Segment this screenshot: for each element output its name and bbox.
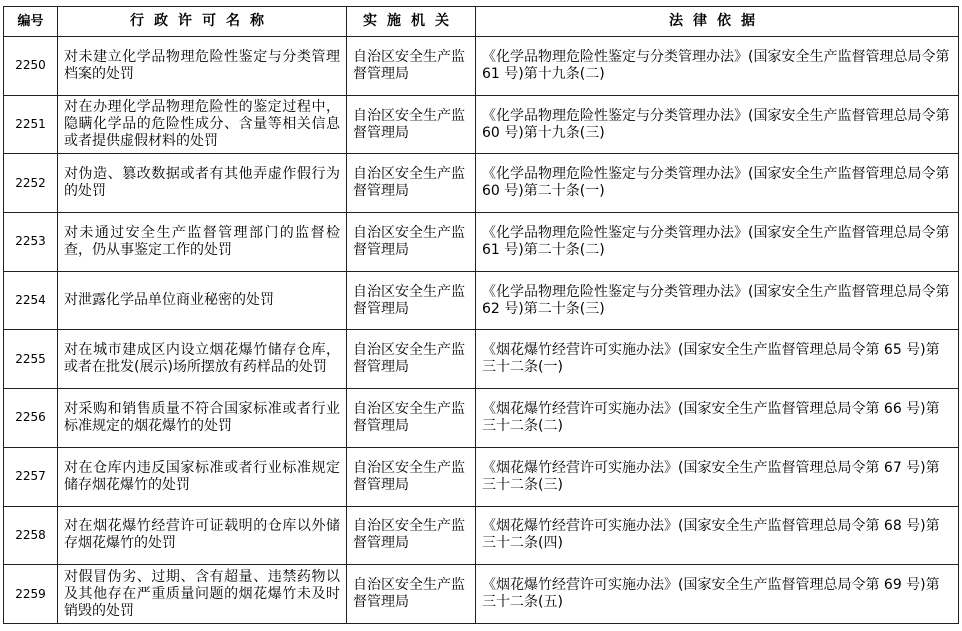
row-permit-name: 对在仓库内违反国家标准或者行业标准规定储存烟花爆竹的处罚 [58, 447, 347, 506]
row-agency: 自治区安全生产监督管理局 [347, 37, 476, 96]
row-permit-name: 对采购和销售质量不符合国家标准或者行业标准规定的烟花爆竹的处罚 [58, 389, 347, 448]
row-agency: 自治区安全生产监督管理局 [347, 506, 476, 565]
header-agency: 实施机关 [347, 7, 476, 37]
table-row [4, 447, 959, 506]
table-header [4, 7, 959, 37]
row-number: 2257 [4, 447, 58, 506]
header-number: 编号 [4, 7, 58, 37]
row-permit-name: 对在办理化学品物理危险性的鉴定过程中，隐瞒化学品的危险性成分、含量等相关信息或者提供虚假材料的处罚 [58, 95, 347, 154]
row-legal-basis: 《化学品物理危险性鉴定与分类管理办法》(国家安全生产监督管理总局令第 61 号)第二十条(二) [476, 213, 959, 272]
header-permit-name: 行政许可名称 [58, 7, 347, 37]
row-permit-name: 对伪造、篡改数据或者有其他弄虚作假行为的处罚 [58, 154, 347, 213]
table-row [4, 389, 959, 448]
row-permit-name: 对未通过安全生产监督管理部门的监督检查，仍从事鉴定工作的处罚 [58, 213, 347, 272]
row-number: 2258 [4, 506, 58, 565]
row-legal-basis: 《烟花爆竹经营许可实施办法》(国家安全生产监督管理总局令第 66 号)第三十二条(二) [476, 389, 959, 448]
table-row [4, 37, 959, 96]
row-number: 2251 [4, 95, 58, 154]
row-legal-basis: 《化学品物理危险性鉴定与分类管理办法》(国家安全生产监督管理总局令第 60 号)第二十条(一) [476, 154, 959, 213]
row-number: 2256 [4, 389, 58, 448]
row-agency: 自治区安全生产监督管理局 [347, 330, 476, 389]
row-legal-basis: 《化学品物理危险性鉴定与分类管理办法》(国家安全生产监督管理总局令第 62 号)第二十条(三) [476, 271, 959, 330]
row-legal-basis: 《烟花爆竹经营许可实施办法》(国家安全生产监督管理总局令第 69 号)第三十二条(五) [476, 565, 959, 624]
row-agency: 自治区安全生产监督管理局 [347, 565, 476, 624]
row-permit-name: 对泄露化学品单位商业秘密的处罚 [58, 271, 347, 330]
row-number: 2255 [4, 330, 58, 389]
document-page [3, 6, 959, 624]
table-row [4, 154, 959, 213]
row-agency: 自治区安全生产监督管理局 [347, 154, 476, 213]
table-row [4, 213, 959, 272]
row-agency: 自治区安全生产监督管理局 [347, 95, 476, 154]
row-legal-basis: 《烟花爆竹经营许可实施办法》(国家安全生产监督管理总局令第 65 号)第三十二条(一) [476, 330, 959, 389]
table-row [4, 330, 959, 389]
row-number: 2254 [4, 271, 58, 330]
row-legal-basis: 《化学品物理危险性鉴定与分类管理办法》(国家安全生产监督管理总局令第 60 号)第十九条(三) [476, 95, 959, 154]
row-legal-basis: 《烟花爆竹经营许可实施办法》(国家安全生产监督管理总局令第 67 号)第三十二条(三) [476, 447, 959, 506]
row-legal-basis: 《化学品物理危险性鉴定与分类管理办法》(国家安全生产监督管理总局令第 61 号)第十九条(二) [476, 37, 959, 96]
row-permit-name: 对在城市建成区内设立烟花爆竹储存仓库，或者在批发(展示)场所摆放有药样品的处罚 [58, 330, 347, 389]
row-agency: 自治区安全生产监督管理局 [347, 271, 476, 330]
table-body [4, 37, 959, 624]
row-number: 2253 [4, 213, 58, 272]
row-number: 2250 [4, 37, 58, 96]
table-row [4, 271, 959, 330]
header-legal-basis: 法律依据 [476, 7, 959, 37]
row-permit-name: 对假冒伪劣、过期、含有超量、违禁药物以及其他存在严重质量问题的烟花爆竹未及时销毁的处罚 [58, 565, 347, 624]
row-agency: 自治区安全生产监督管理局 [347, 447, 476, 506]
row-number: 2259 [4, 565, 58, 624]
table-row [4, 565, 959, 624]
row-permit-name: 对未建立化学品物理危险性鉴定与分类管理档案的处罚 [58, 37, 347, 96]
table-row [4, 95, 959, 154]
header-row [4, 7, 959, 37]
administrative-penalty-table [3, 6, 959, 624]
table-row [4, 506, 959, 565]
row-permit-name: 对在烟花爆竹经营许可证载明的仓库以外储存烟花爆竹的处罚 [58, 506, 347, 565]
row-legal-basis: 《烟花爆竹经营许可实施办法》(国家安全生产监督管理总局令第 68 号)第三十二条(四) [476, 506, 959, 565]
row-agency: 自治区安全生产监督管理局 [347, 389, 476, 448]
row-number: 2252 [4, 154, 58, 213]
row-agency: 自治区安全生产监督管理局 [347, 213, 476, 272]
